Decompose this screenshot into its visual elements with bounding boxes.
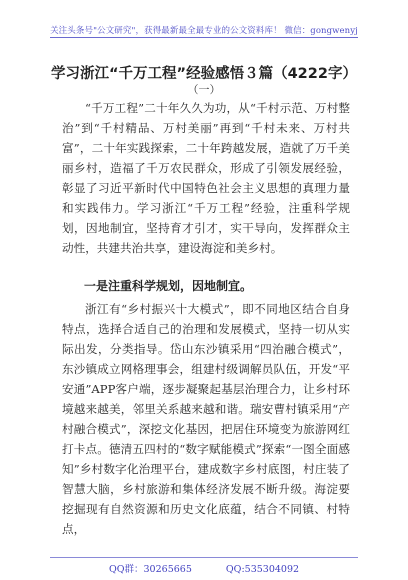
- footer-contacts: [0, 561, 408, 575]
- qq-number: QQ:535304092: [225, 564, 300, 575]
- section-paragraph: 浙江有“乡村振兴十大模式”，即不同地区结合自身特点，选择合适自己的治理和发展模式，坚持一切从实际出发，分类指导。岱山东沙镇采用“四治融合模式”，东沙镇成立网格理事会，组建村级调解员队伍，开发“平安通”APP客户端，逐步凝聚起基层治理合力，让乡村环境越来越美，邻里关系越来越和谐。瑞安曹村镇采用“产村融合模式”，深挖文化基因，把居住环境变为旅游网红打卡点。德清五四村的“数字赋能模式”探索“一图全面感知”乡村数字化治理平台，建成数字乡村底图，村庄装了智慧大脑，乡村旅游和集体经济发展不断升级。海淀要挖掘现有自然资源和历史文化底蕴，结合不同镇、村特点，: [62, 302, 350, 536]
- footer-divider: [50, 557, 358, 558]
- section-heading: 一是注重科学规划，因地制宜。: [84, 279, 253, 293]
- intro-paragraph: “千万工程”二十年久久为功，从“千村示范、万村整治”到“千村精品、万村美丽”再到“千村未来、万村共富”，二十年实践探索，二十年跨越发展，造就了万千美丽乡村，造福了千万农民群众，形成了引领发展经验，彰显了习近平新时代中国特色社会主义思想的真理力量和实践伟力。学习浙江“千万工程”经验，注重科学规划，因地制宜，坚持育才引才，实干导向，发挥群众主动性，共建共治共享，建设海淀和美乡村。: [62, 101, 350, 255]
- header-banner: 关注头条号"公文研究"，获得最新最全最专业的公文资料库！ 微信：gongwenyj: [50, 26, 358, 36]
- document-title: 学习浙江“千万工程”经验感悟３篇（4222字）: [51, 66, 357, 82]
- qq-group-number: QQ群：30265665: [108, 564, 192, 575]
- section-number: （一）: [187, 83, 221, 96]
- header-divider: [50, 37, 358, 38]
